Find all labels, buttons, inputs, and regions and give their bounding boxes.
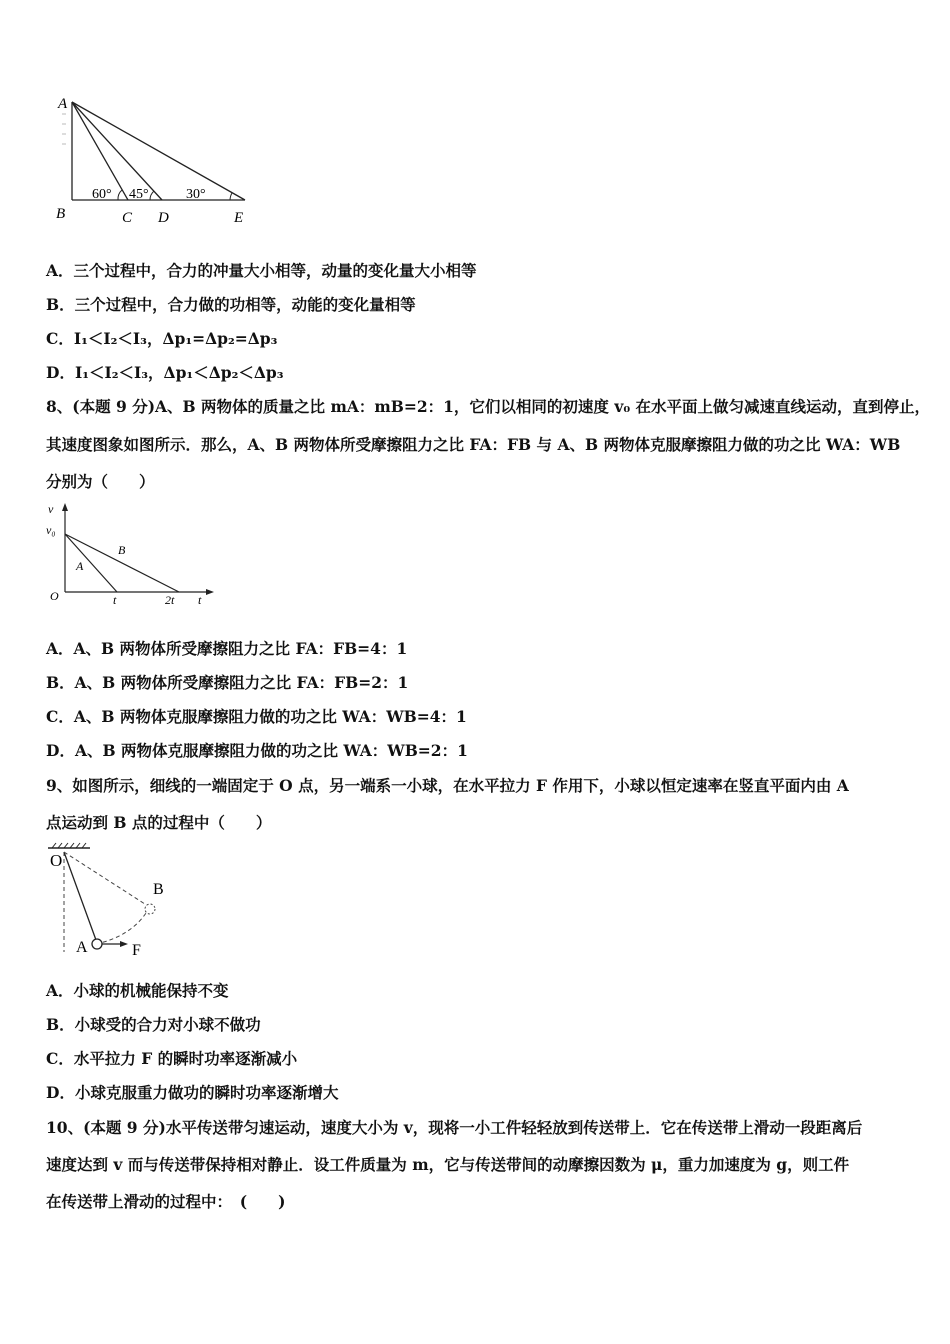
- origin-label: O: [50, 589, 59, 603]
- q8-option-a: A．A、B 两物体所受摩擦阻力之比 FA：FB=4：1: [46, 639, 408, 658]
- v-axis-label: v: [48, 502, 54, 516]
- point-a-label: A: [76, 939, 88, 956]
- label-d: D: [158, 210, 169, 226]
- point-b-label: B: [153, 881, 164, 898]
- q9-stem-line-2: 点运动到 B 点的过程中（ ）: [46, 813, 272, 832]
- ball-at-a: [92, 939, 102, 949]
- line-a: [65, 534, 117, 592]
- q9-option-b: B．小球受的合力对小球不做功: [46, 1015, 261, 1034]
- label-a: A: [58, 96, 68, 112]
- q8-option-b: B．A、B 两物体所受摩擦阻力之比 FA：FB=2：1: [46, 673, 409, 692]
- ball-at-b: [145, 904, 155, 914]
- force-f-label: F: [132, 942, 141, 959]
- q8-option-c: C．A、B 两物体克服摩擦阻力做的功之比 WA：WB=4：1: [46, 707, 467, 726]
- t-axis-label: t: [198, 593, 202, 607]
- string-at-b: [64, 852, 148, 906]
- q8-stem-line-3: 分别为（ ）: [46, 472, 155, 491]
- label-e: E: [234, 210, 244, 226]
- inclined-planes-figure: [40, 90, 270, 230]
- velocity-time-graph: [40, 500, 220, 610]
- q10-stem-line-3: 在传送带上滑动的过程中： ( ): [46, 1192, 286, 1211]
- pendulum-figure: [40, 840, 180, 965]
- q8-stem-line-2: 其速度图象如图所示．那么，A、B 两物体所受摩擦阻力之比 FA：FB 与 A、B 两物体克服摩擦阻力做的功之比 WA：WB: [46, 435, 901, 454]
- q7-option-b: B．三个过程中，合力做的功相等，动能的变化量相等: [46, 295, 416, 314]
- q9-stem-line-1: 9、如图所示，细线的一端固定于 O 点，另一端系一小球，在水平拉力 F 作用下，小球以恒定速率在竖直平面内由 A: [46, 776, 849, 795]
- string: [64, 852, 96, 940]
- q10-stem-line-2: 速度达到 v 而与传送带保持相对静止．设工件质量为 m，它与传送带间的动摩擦因数为 μ，重力加速度为 g，则工件: [46, 1155, 850, 1174]
- label-b: B: [56, 206, 66, 222]
- angle-45: 45°: [129, 187, 149, 202]
- q9-option-c: C．水平拉力 F 的瞬时功率逐渐减小: [46, 1049, 298, 1068]
- q10-stem-line-1: 10、(本题 9 分)水平传送带匀速运动，速度大小为 v，现将一小工件轻轻放到传送带上．它在传送带上滑动一段距离后: [46, 1118, 863, 1137]
- angle-30: 30°: [186, 187, 206, 202]
- angle-60: 60°: [92, 187, 112, 202]
- incline-ac: [72, 102, 128, 200]
- q8-option-d: D．A、B 两物体克服摩擦阻力做的功之比 WA：WB=2：1: [46, 741, 468, 760]
- label-c: C: [122, 210, 133, 226]
- series-a-label: A: [76, 559, 84, 573]
- v0-label: v₀: [46, 523, 56, 537]
- incline-ae: [72, 102, 245, 200]
- tick-2t-label: 2t: [165, 593, 175, 607]
- q7-option-d: D．I₁＜I₂＜I₃，Δp₁＜Δp₂＜Δp₃: [46, 363, 284, 382]
- q8-stem-line-1: 8、(本题 9 分)A、B 两物体的质量之比 mA：mB=2：1，它们以相同的初速度 v₀ 在水平面上做匀减速直线运动，直到停止，: [46, 397, 931, 416]
- point-o-label: O: [50, 851, 63, 870]
- series-b-label: B: [118, 543, 126, 557]
- arc-path: [96, 910, 148, 944]
- q9-option-a: A．小球的机械能保持不变: [46, 981, 229, 1000]
- q7-option-a: A．三个过程中，合力的冲量大小相等，动量的变化量大小相等: [46, 261, 477, 280]
- incline-ad: [72, 102, 162, 200]
- q7-option-c: C．I₁＜I₂＜I₃，Δp₁=Δp₂=Δp₃: [46, 329, 278, 348]
- tick-t-label: t: [113, 593, 117, 607]
- q9-option-d: D．小球克服重力做功的瞬时功率逐渐增大: [46, 1083, 339, 1102]
